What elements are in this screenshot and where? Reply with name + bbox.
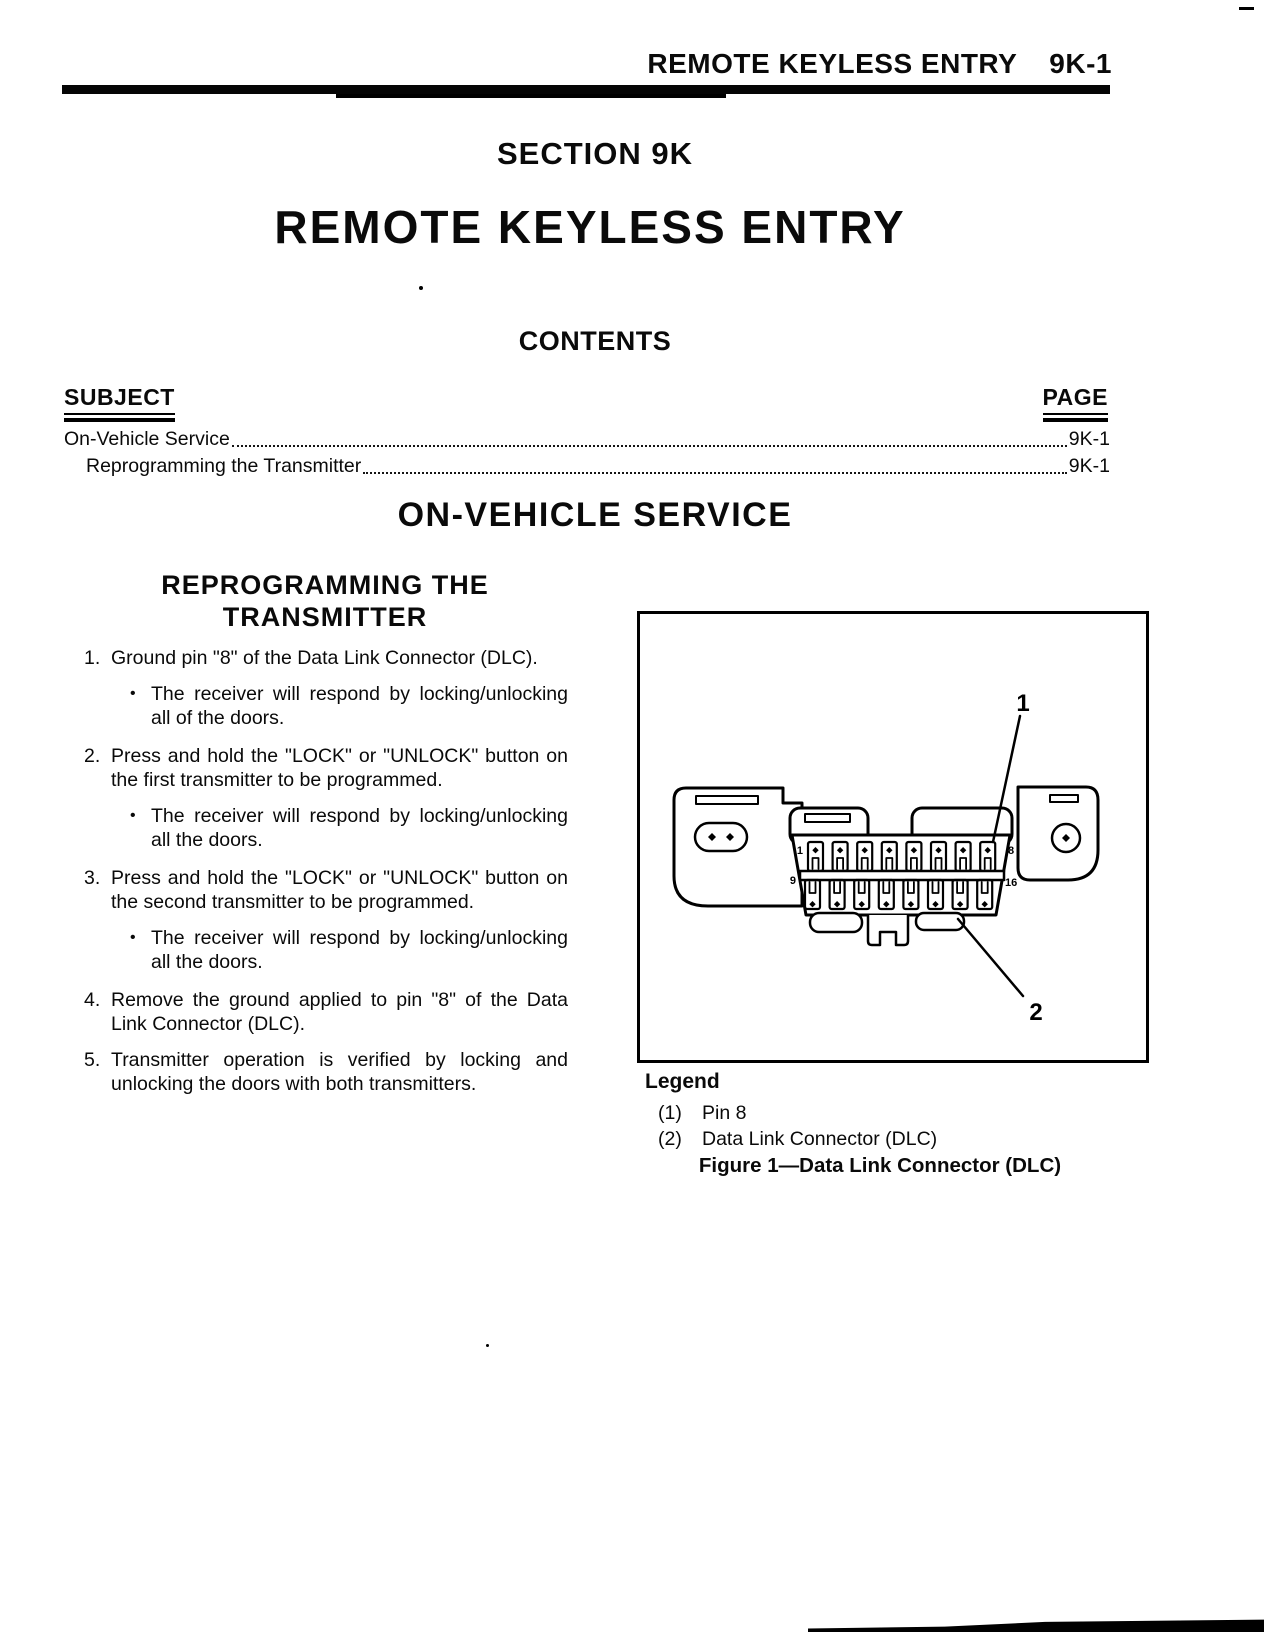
step-item — [84, 866, 568, 914]
legend-text: Data Link Connector (DLC) — [702, 1128, 938, 1150]
contents-heading: CONTENTS — [518, 326, 672, 356]
bullet-icon: • — [130, 807, 136, 824]
toc-entry-page: 9K-1 — [1068, 455, 1110, 477]
step-note — [130, 682, 568, 730]
callout-1-label: 1 — [1016, 690, 1030, 717]
pin-label-16: 16 — [1005, 877, 1018, 889]
figure-box — [637, 611, 1149, 1063]
section-kicker: SECTION 9K — [496, 136, 694, 171]
step-text: Press and hold the "LOCK" or "UNLOCK" button on the first transmitter to be programmed. — [111, 745, 568, 791]
step-item — [84, 1048, 568, 1096]
step-note-text: The receiver will respond by locking/unlocking all the doors. — [151, 805, 568, 851]
header-rule-smudge — [336, 94, 726, 98]
legend-item — [658, 1100, 937, 1126]
running-header — [64, 48, 1112, 80]
bottom-tab-right — [916, 913, 964, 930]
step-note — [130, 804, 568, 852]
step-number: 1. — [84, 647, 101, 669]
subject-column-header: SUBJECT — [64, 384, 175, 422]
legend-ref: (1) — [658, 1102, 682, 1124]
page-column-header: PAGE — [1043, 384, 1108, 422]
legend-heading: Legend — [645, 1070, 720, 1093]
bottom-latch — [868, 915, 908, 945]
step-number: 2. — [84, 745, 101, 767]
procedure-heading — [84, 570, 566, 634]
legend-item — [658, 1126, 937, 1152]
procedure-steps — [84, 646, 568, 1108]
pin-label-9: 9 — [789, 875, 796, 887]
toc-dot-leader — [232, 445, 1067, 447]
pin-label-8: 8 — [1008, 845, 1015, 857]
step-note — [130, 926, 568, 974]
toc-entry-label: Reprogramming the Transmitter — [86, 455, 362, 477]
procedure-heading-line2: TRANSMITTER — [222, 601, 428, 632]
center-bar — [800, 871, 1004, 880]
step-item — [84, 988, 568, 1036]
page-title: REMOTE KEYLESS ENTRY — [274, 201, 906, 253]
callout-2-line — [958, 919, 1023, 996]
header-rule — [62, 85, 1110, 94]
scan-speck — [486, 1344, 489, 1347]
bottom-tab-left — [810, 913, 862, 932]
step-note-text: The receiver will respond by locking/unlocking all the doors. — [151, 927, 568, 973]
step-text: Remove the ground applied to pin "8" of the Data Link Connector (DLC). — [111, 989, 568, 1035]
bullet-icon: • — [130, 685, 136, 702]
left-mount-wing — [674, 788, 802, 906]
right-mount-wing — [1018, 787, 1098, 880]
pin-label-1: 1 — [796, 845, 803, 857]
step-text: Transmitter operation is verified by locking and unlocking the doors with both transmitters. — [111, 1049, 568, 1095]
toc-entry-page: 9K-1 — [1068, 428, 1110, 450]
scan-artifact-bottom-edge — [808, 1618, 1264, 1632]
step-text: Ground pin "8" of the Data Link Connector (DLC). — [111, 647, 538, 669]
figure-legend — [645, 1070, 937, 1152]
table-of-contents — [64, 428, 1110, 482]
legend-ref: (2) — [658, 1128, 682, 1150]
toc-dot-leader — [363, 472, 1067, 474]
figure-caption: Figure 1—Data Link Connector (DLC) — [698, 1154, 1062, 1177]
procedure-heading-line1: REPROGRAMMING THE — [161, 570, 489, 600]
scan-speck — [419, 286, 423, 290]
step-item — [84, 744, 568, 792]
step-number: 3. — [84, 867, 101, 889]
step-text: Press and hold the "LOCK" or "UNLOCK" button on the second transmitter to be programmed. — [111, 867, 568, 913]
step-number: 4. — [84, 989, 101, 1011]
toc-entry — [64, 455, 1110, 478]
dlc-diagram — [640, 614, 1146, 1060]
toc-entry — [64, 428, 1110, 451]
running-header-title: REMOTE KEYLESS ENTRY — [647, 48, 1018, 79]
bullet-icon: • — [130, 929, 136, 946]
callout-2-label: 2 — [1029, 999, 1043, 1026]
toc-entry-label: On-Vehicle Service — [64, 428, 230, 450]
step-number: 5. — [84, 1049, 101, 1071]
step-item — [84, 646, 568, 670]
service-heading: ON-VEHICLE SERVICE — [397, 496, 793, 534]
step-note-text: The receiver will respond by locking/unlocking all of the doors. — [151, 683, 568, 729]
running-header-page-number: 9K-1 — [1049, 48, 1112, 79]
scan-artifact-top-right — [1239, 7, 1254, 10]
legend-text: Pin 8 — [702, 1102, 747, 1124]
